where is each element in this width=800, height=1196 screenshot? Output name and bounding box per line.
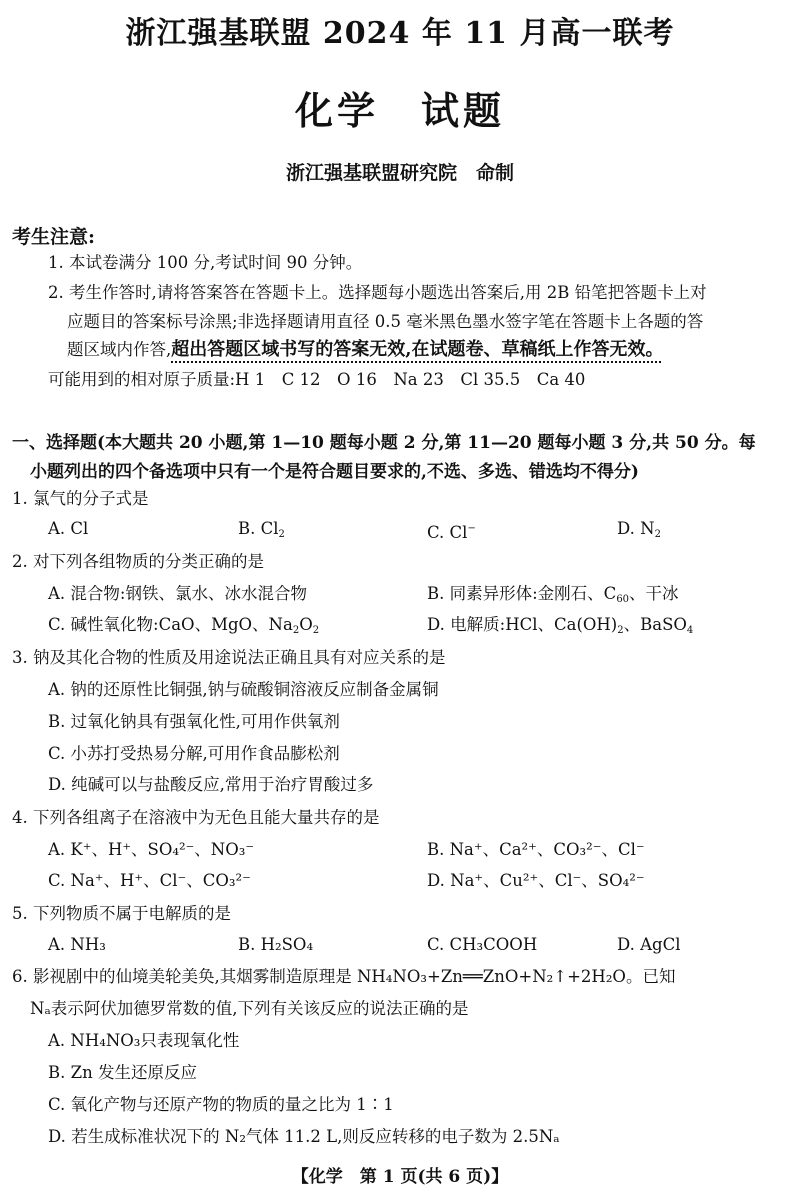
q1-option-a: A. Cl bbox=[48, 519, 89, 538]
q1-option-b-sub: 2 bbox=[278, 529, 285, 540]
notice-item-1: 1. 本试卷满分 100 分,考试时间 90 分钟。 bbox=[48, 253, 363, 272]
q6-option-d: D. 若生成标准状况下的 N₂气体 11.2 L,则反应转移的电子数为 2.5Nₐ bbox=[48, 1127, 560, 1146]
q1-option-d-text: D. N bbox=[617, 519, 655, 538]
q6-stem-line-2: Nₐ表示阿伏加德罗常数的值,下列有关该反应的说法正确的是 bbox=[30, 999, 469, 1018]
q2-option-d-text-2: 、BaSO bbox=[623, 615, 687, 634]
q5-option-b: B. H₂SO₄ bbox=[238, 935, 314, 954]
section-1-heading-line-2: 小题列出的四个备选项中只有一个是符合题目要求的,不选、多选、错选均不得分) bbox=[30, 462, 639, 482]
q2-option-d-sub-1: 2 bbox=[617, 625, 624, 636]
q2-option-c-sub-2: 2 bbox=[312, 625, 320, 636]
q2-option-c bbox=[48, 615, 319, 641]
q1-option-d bbox=[617, 519, 661, 545]
q2-option-c-text-2: O bbox=[299, 615, 313, 634]
q1-option-c-text: C. Cl bbox=[427, 523, 468, 542]
q2-option-d-sub-2: 4 bbox=[686, 625, 694, 636]
q1-option-b-text: B. Cl bbox=[238, 519, 279, 538]
q6-stem-line-1: 6. 影视剧中的仙境美轮美奂,其烟雾制造原理是 NH₄NO₃+Zn══ZnO+N₂↑+2H₂O。已知 bbox=[12, 967, 676, 986]
q2-option-b bbox=[427, 584, 679, 610]
q5-option-c: C. CH₃COOH bbox=[427, 935, 538, 954]
notice-item-2-line-3-text: 题区域内作答, bbox=[67, 340, 172, 359]
notice-item-2-line-2: 应题目的答案标号涂黑;非选择题请用直径 0.5 毫米黑色墨水签字笔在答题卡上各题的答 bbox=[67, 312, 704, 331]
atomic-mass-line: 可能用到的相对原子质量:H 1 C 12 O 16 Na 23 Cl 35.5 Ca 40 bbox=[48, 370, 586, 389]
notice-heading: 考生注意: bbox=[12, 226, 96, 248]
q4-stem: 4. 下列各组离子在溶液中为无色且能大量共存的是 bbox=[12, 808, 380, 827]
q2-option-d bbox=[427, 615, 693, 641]
section-1-heading-line-1: 一、选择题(本大题共 20 小题,第 1—10 题每小题 2 分,第 11—20 题每小题 3 分,共 50 分。每 bbox=[12, 433, 756, 453]
q4-option-a: A. K⁺、H⁺、SO₄²⁻、NO₃⁻ bbox=[48, 840, 255, 859]
q1-option-b bbox=[238, 519, 285, 545]
q2-option-c-sub-1: 2 bbox=[292, 625, 300, 636]
q3-option-a: A. 钠的还原性比铜强,钠与硫酸铜溶液反应制备金属铜 bbox=[48, 680, 439, 699]
q2-option-a: A. 混合物:钢铁、氯水、冰水混合物 bbox=[48, 584, 307, 603]
q1-option-d-sub: 2 bbox=[654, 529, 661, 540]
q2-option-b-text-2: 、干冰 bbox=[629, 584, 679, 603]
q4-option-b: B. Na⁺、Ca²⁺、CO₃²⁻、Cl⁻ bbox=[427, 840, 645, 859]
q4-option-c: C. Na⁺、H⁺、Cl⁻、CO₃²⁻ bbox=[48, 871, 251, 890]
q2-option-c-text-1: C. 碱性氧化物:CaO、MgO、Na bbox=[48, 615, 293, 634]
q1-option-c-sup: − bbox=[467, 523, 476, 534]
page-footer: 【化学 第 1 页(共 6 页)】 bbox=[291, 1167, 509, 1187]
notice-item-2-line-3 bbox=[67, 340, 664, 360]
q5-stem: 5. 下列物质不属于电解质的是 bbox=[12, 904, 231, 923]
exam-title: 浙江强基联盟 2024 年 11 月高一联考 bbox=[125, 16, 675, 51]
q2-option-b-sub: 60 bbox=[616, 594, 630, 605]
q2-option-d-text-1: D. 电解质:HCl、Ca(OH) bbox=[427, 615, 618, 634]
q3-option-c: C. 小苏打受热易分解,可用作食品膨松剂 bbox=[48, 744, 340, 763]
q3-stem: 3. 钠及其化合物的性质及用途说法正确且具有对应关系的是 bbox=[12, 648, 446, 667]
notice-emphasis: 超出答题区域书写的答案无效,在试题卷、草稿纸上作答无效。 bbox=[171, 339, 664, 360]
q5-option-a: A. NH₃ bbox=[48, 935, 106, 954]
q5-option-d: D. AgCl bbox=[617, 935, 681, 954]
q6-option-c: C. 氧化产物与还原产物的物质的量之比为 1∶1 bbox=[48, 1095, 394, 1114]
notice-item-2-line-1: 2. 考生作答时,请将答案答在答题卡上。选择题每小题选出答案后,用 2B 铅笔把答题卡上对 bbox=[48, 283, 707, 302]
q4-option-d: D. Na⁺、Cu²⁺、Cl⁻、SO₄²⁻ bbox=[427, 871, 645, 890]
q1-option-c bbox=[427, 519, 476, 543]
q1-stem: 1. 氯气的分子式是 bbox=[12, 489, 149, 508]
subject-title: 化学 试题 bbox=[294, 88, 505, 133]
q6-option-b: B. Zn 发生还原反应 bbox=[48, 1063, 197, 1082]
author-line: 浙江强基联盟研究院 命制 bbox=[285, 162, 514, 184]
q2-option-b-text-1: B. 同素异形体:金刚石、C bbox=[427, 584, 617, 603]
q2-stem: 2. 对下列各组物质的分类正确的是 bbox=[12, 552, 264, 571]
q3-option-b: B. 过氧化钠具有强氧化性,可用作供氧剂 bbox=[48, 712, 340, 731]
q6-option-a: A. NH₄NO₃只表现氧化性 bbox=[48, 1031, 240, 1050]
q3-option-d: D. 纯碱可以与盐酸反应,常用于治疗胃酸过多 bbox=[48, 775, 374, 794]
